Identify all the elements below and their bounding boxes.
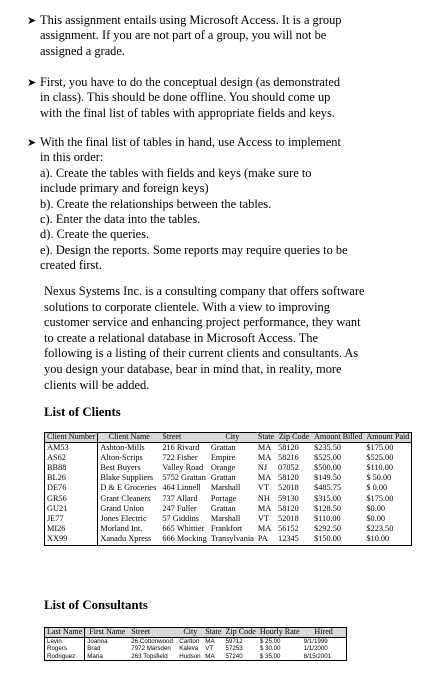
table-cell: NH	[257, 493, 270, 503]
table-cell: XX99	[45, 534, 98, 545]
table-cell: MA	[257, 473, 272, 483]
table-row	[45, 637, 347, 645]
table-cell: Levin	[45, 637, 85, 645]
table-row	[45, 645, 347, 653]
text-line: This assignment entails using Microsoft Access. It is a group	[40, 13, 342, 27]
table-cell: Grattan	[210, 503, 236, 513]
table-row	[45, 653, 347, 661]
table-cell: MA	[257, 503, 272, 513]
table-cell: Joanna	[87, 637, 108, 645]
table-cell: 58120	[278, 473, 299, 483]
table-row	[45, 534, 412, 545]
table-cell: 56152	[278, 524, 299, 534]
column-header: Client Number	[45, 433, 98, 443]
column-header: City	[177, 628, 203, 638]
table-row	[45, 453, 412, 463]
table-cell: 7972 Marsden	[131, 645, 171, 653]
text-line: customer service and enhancing project performance, they want	[44, 315, 361, 330]
table-cell: PA	[257, 534, 268, 544]
text-line: in this order:	[40, 150, 104, 165]
table-cell: 58216	[278, 452, 299, 462]
table-cell: Grattan	[210, 442, 236, 452]
text-line: e). Design the reports. Some reports may require queries to be	[40, 242, 348, 257]
table-cell: Ashton-Mills	[100, 442, 145, 452]
table-cell: Rodriguez	[45, 653, 85, 661]
table-cell: $ 50.00	[366, 473, 392, 483]
text-line: a). Create the tables with fields and keys (make sure to	[40, 165, 312, 180]
table-cell: Best Buyers	[100, 463, 141, 472]
table-cell: Morland Int.	[100, 524, 143, 534]
table-cell: $175.00	[366, 493, 394, 503]
table-cell: MA	[257, 442, 272, 452]
table-cell: Marshall	[210, 483, 241, 493]
table-row	[45, 442, 412, 453]
table-cell: 12345	[278, 534, 299, 544]
table-cell: MA	[257, 524, 272, 534]
table-cell: $ 0.00	[366, 483, 388, 493]
column-header: Last Name	[45, 628, 85, 638]
table-cell: 9/1/1999	[303, 637, 328, 645]
table-cell: $110.00	[366, 463, 394, 472]
table-cell: VT	[257, 514, 269, 524]
text-line: in class). This should be done offline. You should come up	[40, 90, 331, 105]
table-row	[45, 463, 412, 473]
table-cell: $315.00	[314, 493, 342, 503]
column-header: Street	[129, 628, 177, 638]
table-cell: $223.50	[366, 524, 394, 534]
table-row	[45, 483, 412, 493]
arrow-bullet-icon: ➤	[27, 14, 37, 27]
table-cell: Grant Cleaners	[100, 493, 151, 503]
column-header: Street	[160, 433, 208, 443]
arrow-bullet-icon: ➤	[27, 136, 37, 149]
table-cell: 57240	[225, 652, 243, 660]
table-cell: MA	[205, 637, 215, 645]
table-cell: 247 Fuller	[162, 503, 197, 513]
table-cell: $0.00	[366, 503, 386, 513]
text-line: following is a listing of their current clients and consultants. As	[44, 346, 359, 361]
table-cell: $175.00	[366, 442, 394, 452]
consultants-heading: List of Consultants	[44, 598, 148, 612]
table-row	[45, 524, 412, 534]
table-cell: $10.00	[366, 534, 390, 544]
text-line: c). Enter the data into the tables.	[40, 212, 201, 227]
table-cell: $0.00	[366, 514, 386, 524]
column-header: Hired	[302, 628, 347, 638]
instruction-bullet-3	[27, 135, 385, 274]
table-cell: Portage	[210, 493, 237, 503]
table-cell: $150.00	[314, 534, 342, 544]
table-cell: Valley Road	[162, 463, 204, 472]
text-line: b). Create the relationships between the tables.	[40, 196, 272, 211]
table-cell: 57 Giddins	[162, 514, 199, 524]
table-cell: Transylvania	[210, 534, 254, 544]
text-line: d). Create the queries.	[40, 227, 150, 242]
table-cell: 59712	[225, 637, 243, 645]
table-cell: $ 25.00	[259, 637, 281, 645]
text-line: With the final list of tables in hand, use Access to implement	[40, 135, 341, 149]
text-line: assignment. If you are not part of a group, you will not be	[40, 28, 327, 43]
table-cell: 07052	[278, 463, 299, 472]
table-cell: Empire	[210, 452, 236, 462]
table-cell: Grand Union	[100, 503, 144, 513]
table-cell: AM53	[45, 442, 98, 453]
table-cell: DE76	[45, 483, 98, 493]
table-cell: VT	[205, 645, 214, 653]
table-cell: 1/1/2000	[303, 645, 328, 653]
table-cell: 665 Whittier	[162, 524, 205, 534]
table-cell: 58120	[278, 442, 299, 452]
table-row	[45, 504, 412, 514]
table-cell: Kaleva	[179, 645, 199, 653]
text-line: created first.	[40, 258, 102, 273]
column-header: Amount Billed	[314, 432, 363, 441]
table-cell: 8/15/2001	[303, 652, 332, 660]
table-cell: GU21	[45, 504, 98, 514]
table-cell: $292.50	[314, 524, 342, 534]
table-cell: $525.00	[314, 452, 342, 462]
table-cell: 737 Allard	[162, 493, 198, 503]
table-cell: Orange	[210, 463, 236, 472]
table-cell: $128.50	[314, 503, 342, 513]
table-cell: JE77	[45, 514, 98, 524]
table-row	[45, 514, 412, 524]
table-cell: $235.50	[314, 442, 342, 452]
column-header: Hourly Rate	[259, 627, 300, 636]
table-cell: Carlton	[179, 637, 200, 645]
column-header: Zip Code	[225, 627, 256, 636]
table-row	[45, 494, 412, 504]
consultants-table	[44, 627, 347, 661]
table-cell: MA	[257, 452, 272, 462]
table-cell: NJ	[257, 463, 268, 472]
table-cell: 52018	[278, 483, 299, 493]
table-cell: Frankfort	[210, 524, 243, 534]
table-cell: 464 Linnell	[162, 483, 201, 493]
text-line: First, you have to do the conceptual design (as demonstrated	[40, 75, 341, 89]
text-line: clients will be added.	[44, 377, 150, 392]
table-cell: $149.50	[314, 473, 342, 483]
text-line: you design your database, bear in mind that, in reality, more	[44, 361, 342, 376]
table-cell: GR56	[45, 494, 98, 504]
column-header: State	[205, 627, 222, 636]
consultants-header-row	[45, 628, 347, 638]
table-cell: Brad	[87, 645, 101, 653]
table-cell: VT	[257, 483, 269, 493]
text-line: assigned a grade.	[40, 43, 125, 58]
clients-table	[44, 432, 412, 546]
column-header: City	[209, 433, 256, 443]
table-cell: 216 Rivard	[162, 442, 200, 452]
table-cell: 59130	[278, 493, 299, 503]
table-cell: MA	[205, 652, 215, 660]
column-header: Amount Paid	[364, 433, 411, 443]
clients-heading: List of Clients	[44, 405, 121, 419]
table-cell: Xanadu Xpress	[100, 534, 152, 544]
arrow-bullet-icon: ➤	[27, 76, 37, 89]
table-row	[45, 473, 412, 483]
text-line: to create a relational database in Microsoft Access. The	[44, 330, 318, 345]
table-cell: BB88	[45, 463, 98, 473]
text-line: Nexus Systems Inc. is a consulting company that offers software	[44, 284, 365, 298]
table-cell: Blake Suppliers	[100, 473, 154, 483]
column-header: Zip Code	[276, 433, 312, 443]
column-header: Client Name	[98, 433, 161, 443]
table-cell: BL26	[45, 473, 98, 483]
instruction-bullet-1	[27, 13, 385, 59]
table-cell: 5752 Grattan	[162, 473, 206, 483]
table-cell: Rogers	[45, 645, 85, 653]
table-cell: $ 30.00	[259, 645, 281, 653]
table-cell: $525.00	[366, 452, 394, 462]
table-cell: $500.00	[314, 463, 342, 472]
text-line: solutions to corporate clientele. With a view to improving	[44, 299, 330, 314]
text-line: include primary and foreign keys)	[40, 181, 209, 196]
table-cell: Hudson	[179, 652, 201, 660]
table-cell: 52018	[278, 514, 299, 524]
table-cell: $485.75	[314, 483, 342, 493]
table-cell: 666 Mocking	[162, 534, 207, 544]
table-cell: Maria	[87, 652, 103, 660]
table-cell: MI26	[45, 524, 98, 534]
table-cell: Marshall	[210, 514, 241, 524]
table-cell: 57253	[225, 645, 243, 653]
description-paragraph	[44, 284, 389, 393]
table-cell: Jones Electric	[100, 514, 147, 524]
table-cell: D & E Groceries	[100, 483, 157, 493]
table-cell: Alton-Scrips	[100, 452, 143, 462]
table-cell: Grattan	[210, 473, 236, 483]
instruction-bullet-2	[27, 75, 385, 121]
text-line: with the final list of tables with appropriate fields and keys.	[40, 105, 335, 120]
clients-header-row	[45, 433, 412, 443]
table-cell: $ 35.00	[259, 652, 281, 660]
column-header: State	[257, 432, 275, 441]
table-cell: AS62	[45, 453, 98, 463]
table-cell: 263 Topsfield	[131, 652, 168, 660]
table-cell: 722 Fisher	[162, 452, 198, 462]
column-header: First Name	[85, 628, 130, 638]
table-cell: $110.00	[314, 514, 341, 524]
table-cell: 58120	[278, 503, 299, 513]
table-cell: 26 Cottonwood	[131, 637, 173, 645]
